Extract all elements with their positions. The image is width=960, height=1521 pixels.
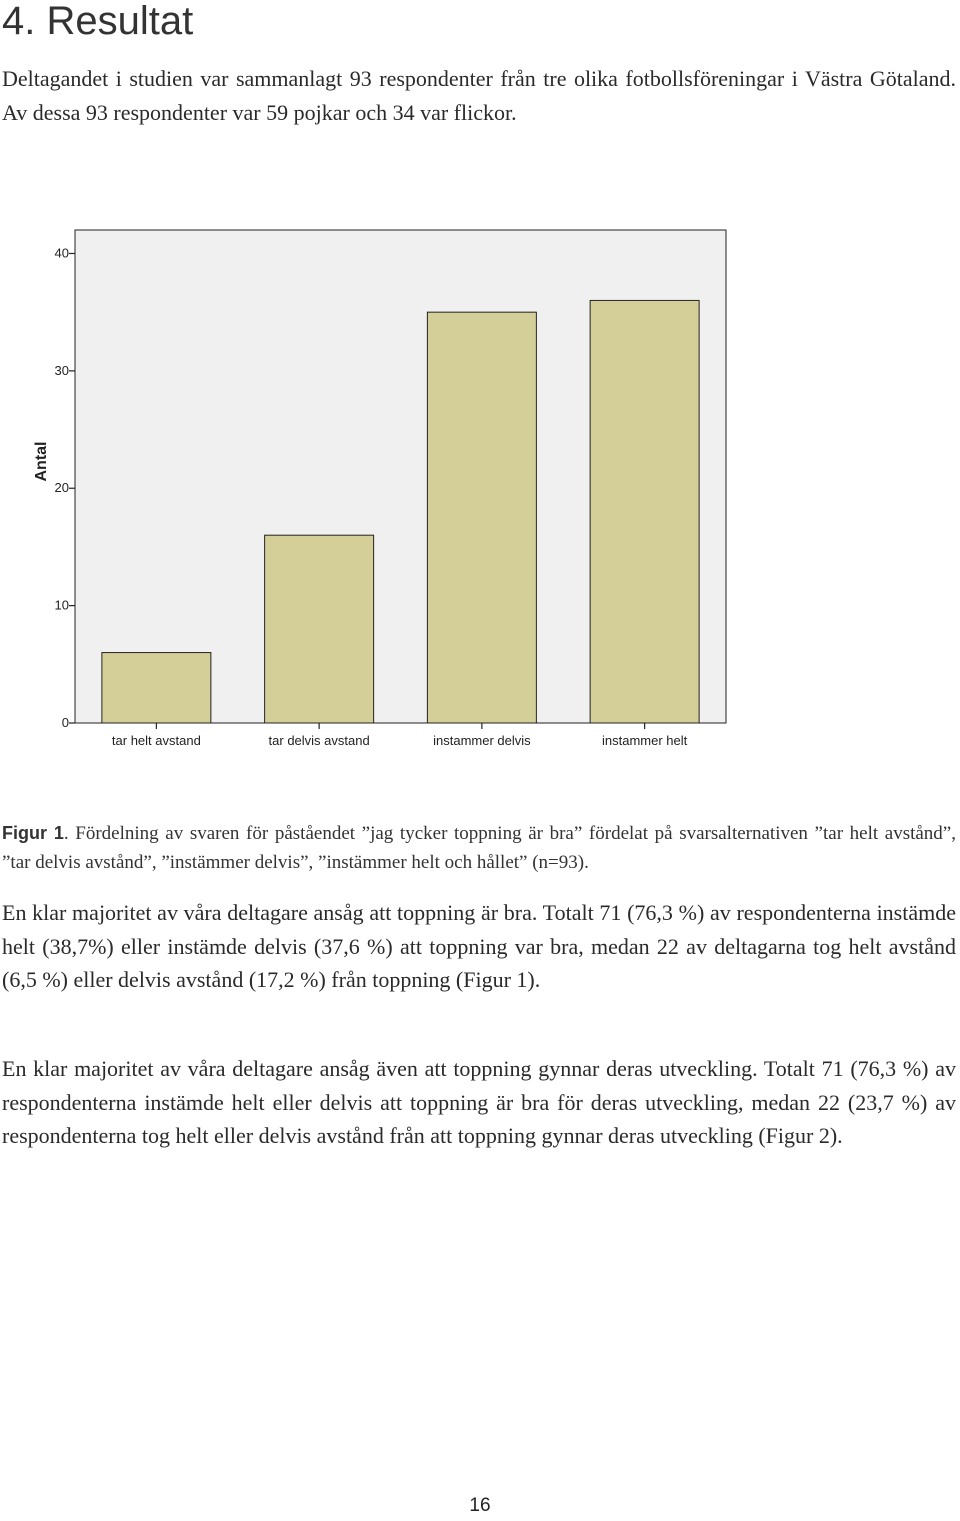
intro-paragraph: Deltagandet i studien var sammanlagt 93 respondenter från tre olika fotbollsföreningar i Västra Götaland. Av dessa 93 respondenter var 59 pojkar och 34 var flickor. xyxy=(2,66,956,125)
y-tick-label-3: 30 xyxy=(54,362,69,378)
x-tick-label-1: tar delvis avstand xyxy=(268,733,370,748)
results-paragraph-1: En klar majoritet av våra deltagare ansåg att toppning är bra. Totalt 71 (76,3 %) av respondenterna instämde helt (38,7%) eller instämde delvis (37,6 %) att toppning var bra, medan 22 av deltagarna tog helt avstånd (6,5 %) eller delvis avstånd (17,2 %) från toppning (Figur 1). xyxy=(2,900,956,992)
figure-caption-text: . Fördelning av svaren för påståendet ”jag tycker toppning är bra” fördelat på svarsalternativen ”tar helt avstånd”, ”tar delvis avstånd”, ”instämmer delvis”, ”instämmer helt och hållet” (n=93). xyxy=(2,823,956,873)
bar-0 xyxy=(102,653,211,723)
bar-3 xyxy=(590,300,699,723)
x-tick-label-3: instammer helt xyxy=(602,733,688,748)
y-tick-label-4: 40 xyxy=(54,245,69,261)
page-number: 16 xyxy=(469,1495,491,1516)
bar-2 xyxy=(427,312,536,723)
section-heading: 4. Resultat xyxy=(2,0,194,43)
bar-chart xyxy=(0,200,960,760)
y-tick-label-0: 0 xyxy=(61,715,69,730)
x-tick-label-2: instammer delvis xyxy=(433,733,531,748)
x-axis xyxy=(112,723,688,748)
bar-1 xyxy=(265,535,374,723)
figure-caption xyxy=(2,819,956,877)
y-axis-label: Antal xyxy=(33,441,50,482)
y-tick-label-1: 10 xyxy=(54,597,69,613)
y-tick-label-2: 20 xyxy=(54,480,69,496)
y-axis xyxy=(55,245,75,730)
x-tick-label-0: tar helt avstand xyxy=(111,733,201,748)
figure-label: Figur 1 xyxy=(2,823,64,843)
results-paragraph-2: En klar majoritet av våra deltagare ansåg även att toppning gynnar deras utveckling. Totalt 71 (76,3 %) av respondenterna instämde helt eller delvis att toppning är bra för deras utveckling, medan 22 (23,7 %) av respondenterna tog helt eller delvis avstånd från att toppning gynnar deras utveckling (Figur 2). xyxy=(2,1056,956,1148)
